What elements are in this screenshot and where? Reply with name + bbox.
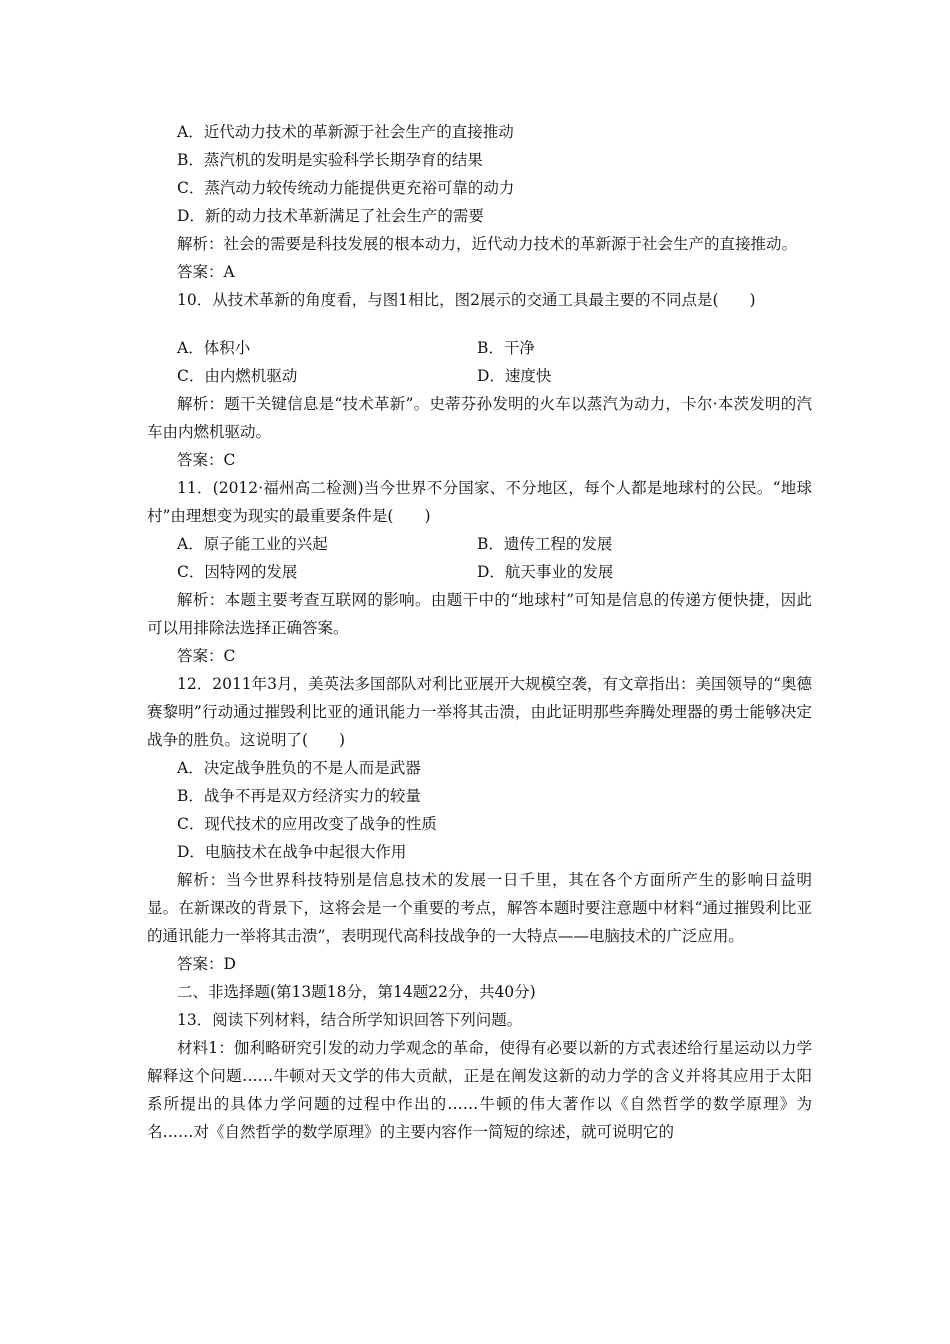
q12-answer: 答案：D xyxy=(177,955,236,973)
q10-options-row-1 xyxy=(147,334,812,362)
q10-answer: 答案：C xyxy=(177,451,236,469)
section2-heading: 二、非选择题(第13题18分，第14题22分，共40分) xyxy=(177,983,536,1001)
q10-stem: 10．从技术革新的角度看，与图1相比，图2展示的交通工具最主要的不同点是( ) xyxy=(177,291,756,309)
q12-option-a: A．决定战争胜负的不是人而是武器 xyxy=(177,759,421,777)
q11-option-a: A．原子能工业的兴起 xyxy=(177,535,328,553)
q10-options-row-2 xyxy=(147,362,812,390)
document-body xyxy=(147,118,812,1146)
q10-option-a: A．体积小 xyxy=(177,339,251,357)
q12-option-c: C．现代技术的应用改变了战争的性质 xyxy=(177,815,437,833)
q10-analysis: 解析：题干关键信息是“技术革新”。史蒂芬孙发明的火车以蒸汽为动力，卡尔·本茨发明的汽车由内燃机驱动。 xyxy=(147,395,812,441)
figure-gap xyxy=(147,314,812,334)
q9-option-b: B．蒸汽机的发明是实验科学长期孕育的结果 xyxy=(177,151,483,169)
q11-stem: 11．(2012·福州高二检测)当今世界不分国家、不分地区，每个人都是地球村的公民。“地球村”由理想变为现实的最重要条件是( ) xyxy=(147,479,812,525)
q11-option-b: B．遗传工程的发展 xyxy=(477,535,613,553)
q9-option-d: D．新的动力技术革新满足了社会生产的需要 xyxy=(177,207,484,225)
q12-stem: 12．2011年3月，美英法多国部队对利比亚展开大规模空袭，有文章指出：美国领导的“奥德赛黎明”行动通过摧毁利比亚的通讯能力一举将其击溃，由此证明那些奔腾处理器的勇士能够决定战争的胜负。这说明了( ) xyxy=(147,675,812,749)
q9-answer: 答案：A xyxy=(177,263,235,281)
q11-options-row-2 xyxy=(147,558,812,586)
q10-option-d: D．速度快 xyxy=(477,367,552,385)
q9-option-c: C．蒸汽动力较传统动力能提供更充裕可靠的动力 xyxy=(177,179,515,197)
q9-analysis: 解析：社会的需要是科技发展的根本动力，近代动力技术的革新源于社会生产的直接推动。 xyxy=(177,235,798,253)
q11-option-c: C．因特网的发展 xyxy=(177,563,298,581)
q12-analysis: 解析：当今世界科技特别是信息技术的发展一日千里，其在各个方面所产生的影响日益明显。在新课改的背景下，这将会是一个重要的考点，解答本题时要注意题中材料“通过摧毁利比亚的通讯能力一举将其击溃”，表明现代高科技战争的一大特点——电脑技术的广泛应用。 xyxy=(147,871,812,945)
q12-option-b: B．战争不再是双方经济实力的较量 xyxy=(177,787,421,805)
q11-analysis: 解析：本题主要考查互联网的影响。由题干中的“地球村”可知是信息的传递方便快捷，因此可以用排除法选择正确答案。 xyxy=(147,591,812,637)
q10-option-c: C．由内燃机驱动 xyxy=(177,367,298,385)
q11-answer: 答案：C xyxy=(177,647,236,665)
q11-options-row-1 xyxy=(147,530,812,558)
q10-option-b: B．干净 xyxy=(477,339,535,357)
q11-option-d: D．航天事业的发展 xyxy=(477,563,614,581)
q12-option-d: D．电脑技术在战争中起很大作用 xyxy=(177,843,407,861)
q13-material-1: 材料1：伽利略研究引发的动力学观念的革命，使得有必要以新的方式表述给行星运动以力学解释这个问题……牛顿对天文学的伟大贡献，正是在阐发这新的动力学的含义并将其应用于太阳系所提出的具体力学问题的过程中作出的……牛顿的伟大著作以《自然哲学的数学原理》为名……对《自然哲学的数学原理》的主要内容作一简短的综述，就可说明它的 xyxy=(147,1039,812,1141)
q13-stem: 13．阅读下列材料，结合所学知识回答下列问题。 xyxy=(177,1011,523,1029)
q9-option-a: A．近代动力技术的革新源于社会生产的直接推动 xyxy=(177,123,514,141)
